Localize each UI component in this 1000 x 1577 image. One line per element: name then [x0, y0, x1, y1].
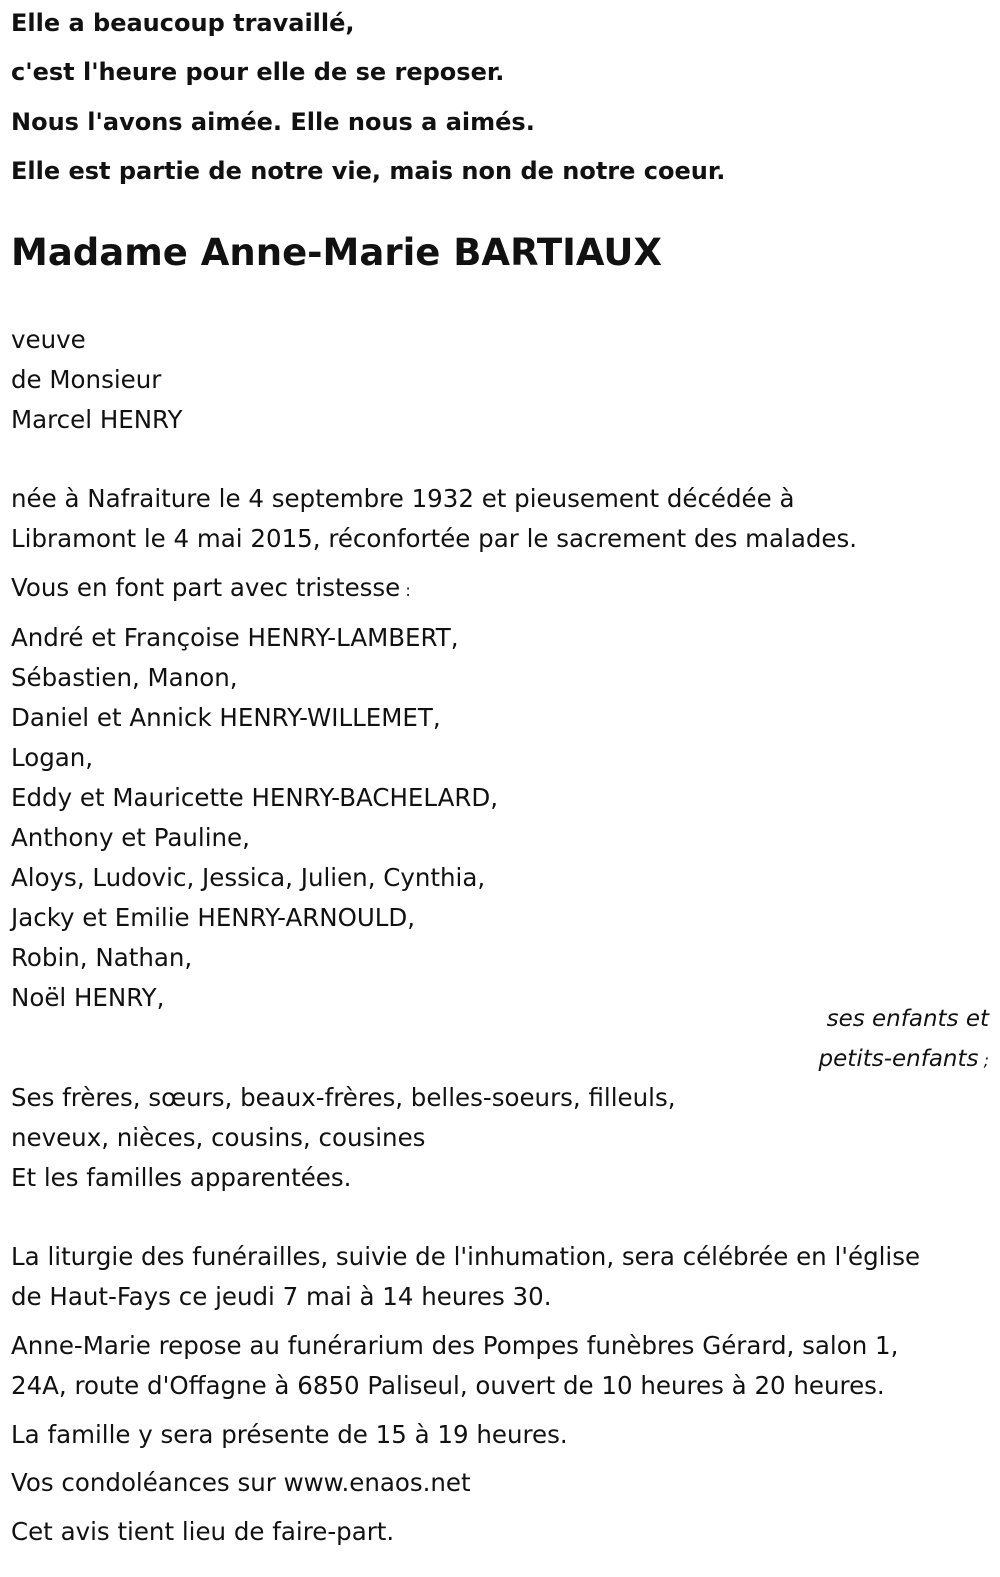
family-role-line: [819, 1039, 989, 1081]
announcement-text: Vous en font part avec tristesse: [11, 573, 401, 602]
announcement: [11, 568, 411, 611]
family-member: Anthony et Pauline,: [11, 823, 250, 852]
closing-note: Cet avis tient lieu de faire-part.: [11, 1517, 395, 1546]
family-member: Sébastien, Manon,: [11, 663, 238, 692]
poem-line: Elle est partie de notre vie, mais non de notre coeur.: [11, 157, 726, 185]
birth-death-line: née à Nafraiture le 4 septembre 1932 et pieusement décédée à: [11, 484, 795, 513]
relatives-block: [11, 1078, 676, 1198]
liturgy-text: [11, 1237, 920, 1317]
announcement-colon: :: [400, 581, 411, 600]
birth-death-line: Libramont le 4 mai 2015, réconfortée par le sacrement des malades.: [11, 524, 858, 553]
poem-line: Nous l'avons aimée. Elle nous a aimés.: [11, 108, 535, 136]
deceased-name: Madame Anne-Marie BARTIAUX: [11, 231, 662, 274]
relatives-line: neveux, nièces, cousins, cousines: [11, 1123, 426, 1152]
widow-line: de Monsieur: [11, 365, 162, 394]
family-role-semicolon: ;: [978, 1051, 989, 1070]
relatives-line: Et les familles apparentées.: [11, 1163, 352, 1192]
family-role: [819, 999, 989, 1081]
poem-line: Elle a beaucoup travaillé,: [11, 9, 355, 37]
widow-line: veuve: [11, 325, 86, 354]
family-member: André et Françoise HENRY-LAMBERT,: [11, 623, 459, 652]
widow-block: [11, 320, 182, 440]
liturgy-line: La liturgie des funérailles, suivie de l'inhumation, sera célébrée en l'église: [11, 1242, 921, 1271]
funerarium-text: [11, 1326, 898, 1406]
liturgy-line: de Haut-Fays ce jeudi 7 mai à 14 heures 30.: [11, 1282, 552, 1311]
family-member: Daniel et Annick HENRY-WILLEMET,: [11, 703, 441, 732]
widow-line: Marcel HENRY: [11, 405, 183, 434]
poem-line: c'est l'heure pour elle de se reposer.: [11, 58, 505, 86]
family-member: Jacky et Emilie HENRY-ARNOULD,: [11, 903, 416, 932]
family-role-line: ses enfants et: [826, 1006, 989, 1032]
family-member: Noël HENRY,: [11, 983, 165, 1012]
family-list: [11, 618, 498, 1018]
family-member: Eddy et Mauricette HENRY-BACHELARD,: [11, 783, 499, 812]
relatives-line: Ses frères, sœurs, beaux-frères, belles-soeurs, filleuls,: [11, 1083, 676, 1112]
family-role-text: petits-enfants: [818, 1046, 979, 1072]
family-presence: La famille y sera présente de 15 à 19 heures.: [11, 1420, 568, 1449]
family-member: Aloys, Ludovic, Jessica, Julien, Cynthia,: [11, 863, 486, 892]
family-member: Logan,: [11, 743, 94, 772]
funerarium-line: 24A, route d'Offagne à 6850 Paliseul, ouvert de 10 heures à 20 heures.: [11, 1371, 885, 1400]
condolences: Vos condoléances sur www.enaos.net: [11, 1468, 471, 1497]
birth-death-text: [11, 479, 857, 559]
family-member: Robin, Nathan,: [11, 943, 193, 972]
funerarium-line: Anne-Marie repose au funérarium des Pompes funèbres Gérard, salon 1,: [11, 1331, 899, 1360]
